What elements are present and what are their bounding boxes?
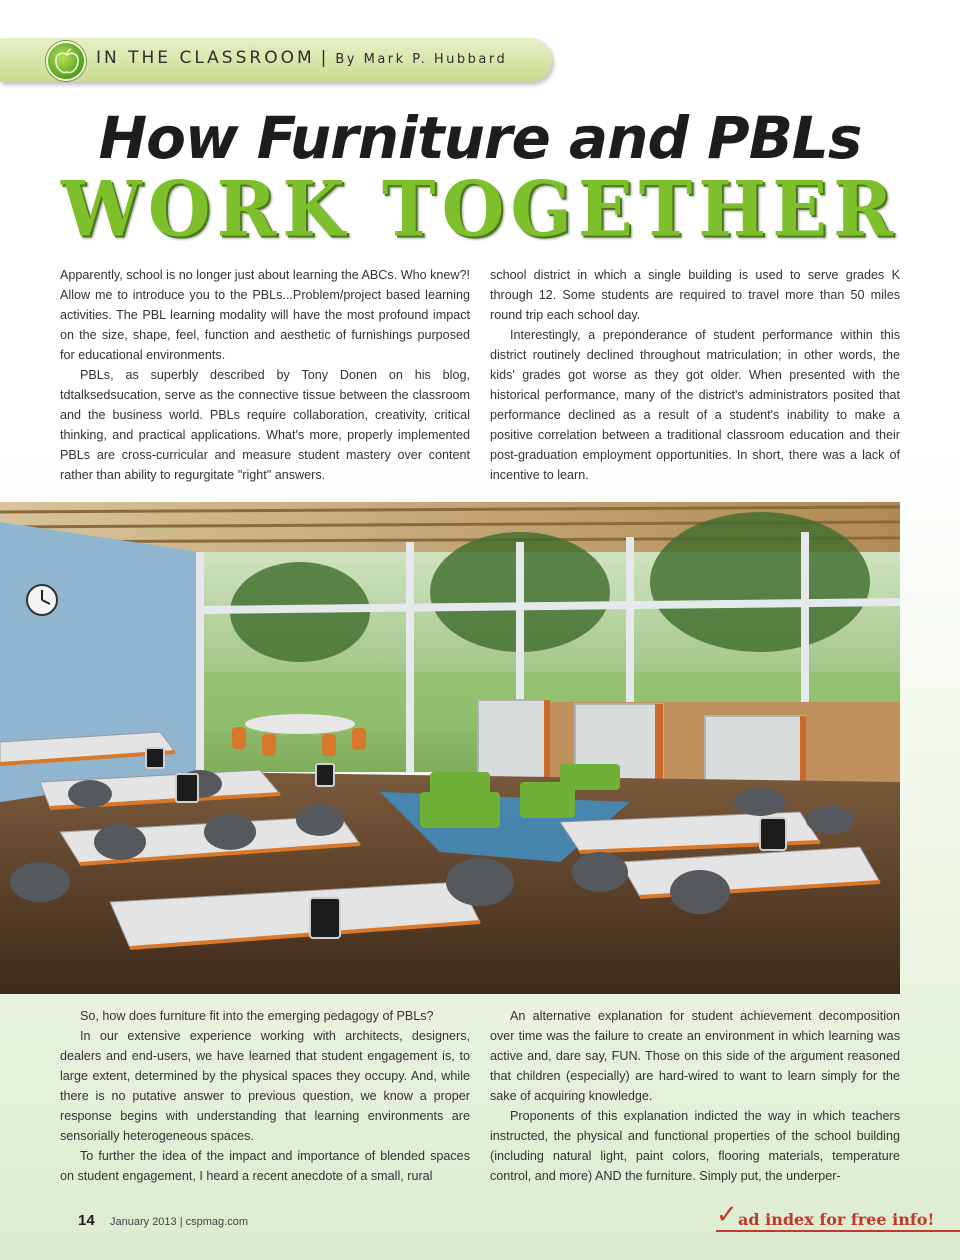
checkmark-icon: ✓	[716, 1200, 738, 1230]
paragraph: Apparently, school is no longer just about learning the ABCs. Who knew?! Allow me to introduce you to the PBLs...Problem/project based learning activities. The PBL learning modality will have the most profound impact on the size, shape, feel, function and aesthetic of furnishings purposed for educational environments.	[60, 268, 470, 362]
paragraph: Interestingly, a preponderance of student performance within this district routinely declined throughout matriculation; in other words, the kids' grades got worse as they got older. When presented with the historical performance, many of the district's administrators posited that performance declined as a result of a student's inability to make a positive correlation between a traditional classroom education and their post-graduation employment opportunities. In short, there was a lack of incentive to learn.	[490, 328, 900, 482]
page-number: 14	[78, 1212, 95, 1229]
section-name: IN THE CLASSROOM	[96, 48, 315, 68]
ad-index-callout[interactable]	[716, 1200, 960, 1232]
paragraph: So, how does furniture fit into the emerging pedagogy of PBLs?	[80, 1009, 434, 1023]
paragraph: PBLs, as superbly described by Tony Donen on his blog, tdtalksedsucation, serve as the connective tissue between the classroom and the business world. PBLs require collaboration, creativity, critical thinking, and practical applications. What's more, properly implemented PBLs are cross-curricular and measure student mastery over content rather than ability to regurgitate "right" answers.	[60, 368, 470, 482]
ad-index-label: ad index for free info!	[738, 1210, 935, 1229]
issue-info: January 2013 | cspmag.com	[110, 1216, 248, 1228]
paragraph: To further the idea of the impact and importance of blended spaces on student engagement, I heard a recent anecdote of a small, rural	[60, 1149, 470, 1183]
body-column-1	[60, 265, 470, 485]
paragraph: school district in which a single building is used to serve grades K through 12. Some students are required to travel more than 50 miles round trip each school day.	[490, 268, 900, 322]
headline-line-2: WORK TOGETHER	[60, 163, 900, 254]
paragraph: An alternative explanation for student achievement decomposition over time was the failure to create an environment in which learning was active and, dare say, FUN. Those on this side of the argument reasoned that children (especially) are hard-wired to want to learn simply for the sake of acquiring knowledge.	[490, 1009, 900, 1103]
paragraph: Proponents of this explanation indicted the way in which teachers instructed, the physical and functional properties of the school building (including natural light, paint colors, flooring materials, temperature control, and more) AND the furniture. Simply put, the underper-	[490, 1109, 900, 1183]
body-column-4	[490, 1006, 900, 1186]
body-column-2	[490, 265, 900, 485]
paragraph: In our extensive experience working with architects, designers, dealers and end-users, we have learned that student engagement is, to large extent, determined by the physical spaces they occupy. And, while there is no putative answer to previous question, we know a proper response begins with understanding that learning environments are sensorially heterogeneous spaces.	[60, 1029, 470, 1143]
byline: By Mark P. Hubbard	[335, 52, 508, 67]
section-label	[96, 48, 507, 68]
apple-icon	[46, 41, 86, 81]
headline-line-1: How Furniture and PBLs	[98, 104, 862, 172]
byline-separator: |	[320, 48, 330, 68]
body-column-3	[60, 1006, 470, 1186]
classroom-photo	[0, 502, 900, 994]
